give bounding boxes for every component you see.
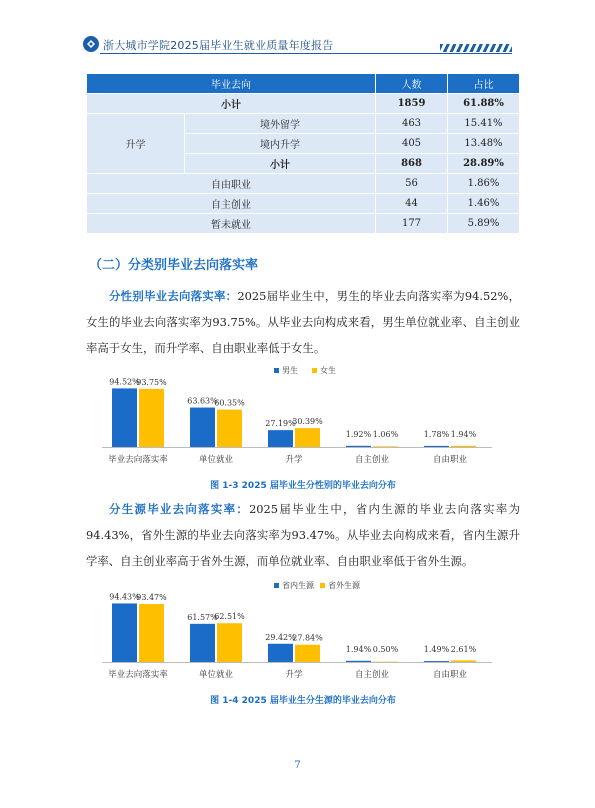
bar xyxy=(139,389,164,447)
table-cell-item: 小计 xyxy=(185,154,376,174)
data-label: 27.19% xyxy=(265,419,296,429)
table-cell-count: 405 xyxy=(376,134,448,154)
page-number: 7 xyxy=(294,760,301,771)
legend-swatch xyxy=(320,583,325,588)
table-cell-item: 自由职业 xyxy=(87,174,376,194)
legend-label: 女生 xyxy=(320,366,336,375)
category-label: 毕业去向落实率 xyxy=(108,670,168,680)
bar xyxy=(112,603,137,662)
category-label: 升学 xyxy=(285,670,303,680)
header-rule xyxy=(100,53,512,54)
paragraph-gender-lead: 分性别毕业去向落实率： xyxy=(109,289,238,303)
data-label: 94.43% xyxy=(109,592,140,602)
header-title: 浙大城市学院2025届毕业生就业质量年度报告 xyxy=(103,39,334,52)
bar xyxy=(424,446,449,447)
bar xyxy=(451,660,476,662)
category-label: 毕业去向落实率 xyxy=(108,455,168,465)
paragraph-gender-text: 2025届毕业生中，男生的毕业去向落实率为94.52%，女生的毕业去向落实率为93.75%。从毕业去向构成来看，男生单位就业率、自主创业率高于女生，而升学率、自由职业率低于女生。 xyxy=(86,289,520,355)
table-header-row xyxy=(87,74,520,94)
data-label: 1.94% xyxy=(345,645,372,654)
school-logo-icon xyxy=(83,36,99,52)
table-header-destination: 毕业去向 xyxy=(87,74,376,94)
table-cell-pct: 5.89% xyxy=(448,214,520,234)
data-label: 0.50% xyxy=(372,645,399,654)
data-label: 60.35% xyxy=(214,398,245,408)
paragraph-origin xyxy=(86,496,520,574)
legend-swatch xyxy=(274,368,279,373)
paragraph-origin-lead: 分生源毕业去向落实率： xyxy=(109,502,250,516)
data-label: 1.78% xyxy=(423,430,450,439)
table-cell-count: 44 xyxy=(376,194,448,214)
data-label: 1.06% xyxy=(372,430,399,439)
table-cell-pct: 1.86% xyxy=(448,174,520,194)
table-cell-pct: 28.89% xyxy=(448,154,520,174)
table-cell-count: 868 xyxy=(376,154,448,174)
bar xyxy=(268,430,293,447)
bar xyxy=(139,604,164,662)
table-cell-pct: 13.48% xyxy=(448,134,520,154)
data-label: 1.49% xyxy=(423,645,450,654)
header-stripes xyxy=(440,44,512,52)
table-row xyxy=(87,114,520,134)
data-label: 1.94% xyxy=(450,430,477,439)
table-header-ratio: 占比 xyxy=(448,74,520,94)
bar xyxy=(190,408,215,447)
table-cell-count: 177 xyxy=(376,214,448,234)
bar xyxy=(346,446,371,447)
data-label: 29.42% xyxy=(265,632,296,642)
table-row xyxy=(87,94,520,114)
table-cell-item: 自主创业 xyxy=(87,194,376,214)
paragraph-gender xyxy=(86,283,520,361)
legend-swatch xyxy=(312,368,317,373)
bar xyxy=(346,661,371,662)
data-label: 93.75% xyxy=(136,377,167,387)
table-cell-count: 1859 xyxy=(376,94,448,114)
table-cell-pct: 61.88% xyxy=(448,94,520,114)
table-row xyxy=(87,214,520,234)
data-label: 30.39% xyxy=(292,417,323,427)
data-label: 62.51% xyxy=(214,612,245,622)
category-label: 自主创业 xyxy=(354,670,390,680)
table-row xyxy=(87,194,520,214)
table-cell-item: 境外留学 xyxy=(185,114,376,134)
legend-label: 男生 xyxy=(282,366,298,375)
table-cell-pct: 15.41% xyxy=(448,114,520,134)
data-label: 94.52% xyxy=(109,377,140,387)
data-label: 93.47% xyxy=(136,593,167,603)
table-cell-item: 小计 xyxy=(87,94,376,114)
bar xyxy=(112,388,137,447)
data-label: 2.61% xyxy=(450,645,477,654)
bar xyxy=(217,410,242,447)
category-label: 自由职业 xyxy=(432,670,468,680)
data-label: 61.57% xyxy=(187,612,218,622)
category-label: 升学 xyxy=(285,455,303,465)
category-label: 单位就业 xyxy=(198,455,234,465)
table-cell-category: 升学 xyxy=(87,114,185,174)
data-label: 27.84% xyxy=(292,633,323,643)
legend-label: 省外生源 xyxy=(328,581,360,590)
table-cell-item: 境内升学 xyxy=(185,134,376,154)
category-label: 自主创业 xyxy=(354,455,390,465)
table-cell-pct: 1.46% xyxy=(448,194,520,214)
bar xyxy=(451,446,476,447)
category-label: 单位就业 xyxy=(198,670,234,680)
bar xyxy=(217,623,242,662)
chart-gender xyxy=(86,360,520,472)
table-row xyxy=(87,174,520,194)
bar xyxy=(424,661,449,662)
chart-origin xyxy=(86,575,520,687)
table-cell-count: 56 xyxy=(376,174,448,194)
bar xyxy=(295,428,320,447)
table-header-count: 人数 xyxy=(376,74,448,94)
section-title: （二）分类别毕业去向落实率 xyxy=(89,258,259,273)
destination-table xyxy=(86,73,520,234)
legend-swatch xyxy=(274,583,279,588)
bar xyxy=(268,644,293,662)
bar xyxy=(190,624,215,662)
bar xyxy=(295,645,320,662)
table-cell-item: 暂未就业 xyxy=(87,214,376,234)
table-cell-count: 463 xyxy=(376,114,448,134)
data-label: 1.92% xyxy=(345,430,372,439)
category-label: 自由职业 xyxy=(432,455,468,465)
paragraph-origin-text: 2025届毕业生中，省内生源的毕业去向落实率为94.43%，省外生源的毕业去向落实率为93.47%。从毕业去向构成来看，省内生源升学率、自主创业率高于省外生源，而单位就业率、自由职业率低于省外生源。 xyxy=(86,502,520,568)
data-label: 63.63% xyxy=(187,396,218,406)
figure-caption-1-3: 图 1-3 2025 届毕业生分性别的毕业去向分布 xyxy=(210,481,396,491)
legend-label: 省内生源 xyxy=(282,581,314,590)
bar xyxy=(373,446,398,447)
figure-caption-1-4: 图 1-4 2025 届毕业生分生源的毕业去向分布 xyxy=(210,696,396,706)
